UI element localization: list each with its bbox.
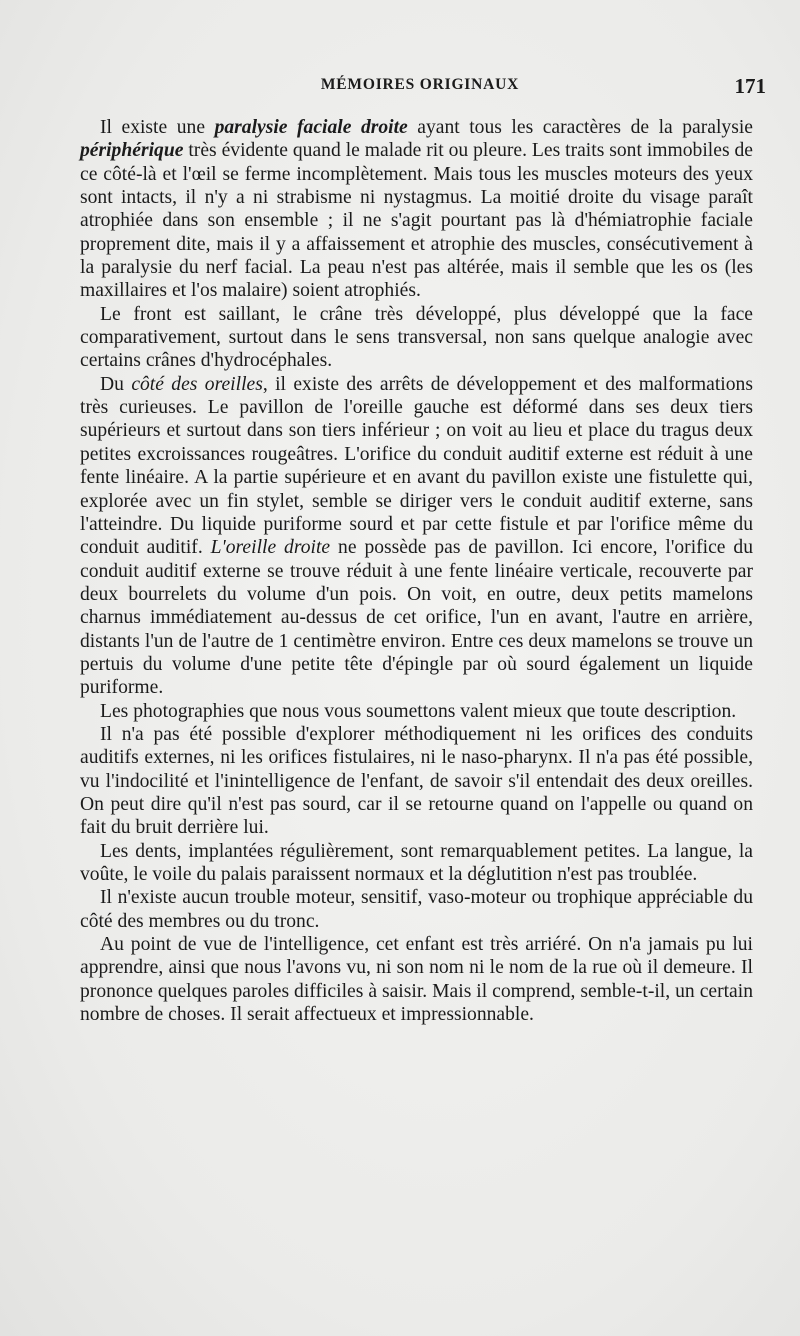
text-run: Le front est saillant, le crâne très développé, plus développé que la face comparativement, surtout dans le sens transversal, non sans quelque analogie avec certains crânes d'hydrocéphales.: [80, 303, 753, 372]
text-run: ayant tous les caractères de la paralysie: [407, 117, 753, 138]
running-head: MÉMOIRES ORIGINAUX: [320, 76, 520, 93]
page-number: 171: [734, 74, 766, 98]
paragraph-skull: [80, 303, 753, 373]
emphasis-term: périphérique: [80, 140, 184, 162]
paragraph-hearing: [80, 723, 753, 840]
text-run: Au point de vue de l'intelligence, cet enfant est très arriéré. On n'a jamais pu lui apprendre, ainsi que nous l'avons vu, ni son nom ni le nom de la rue où il demeure. Il prononce quelques paroles difficiles à saisir. Mais il comprend, semble-t-il, un certain nombre de choses. Il serait affectueux et impressionnable.: [80, 934, 753, 1026]
text-run: Les photographies que nous vous soumettons valent mieux que toute description.: [100, 700, 737, 722]
body-text: [80, 116, 753, 1026]
text-run: , il existe des arrêts de développement et des malformations très curieuses. Le pavillon de l'oreille gauche est déformé dans ses deux tiers supérieurs et surtout dans son tiers inférieur ; on voit au lieu et place du tragus deux petites excroissances rougeâtres. L'orifice du conduit auditif externe est réduit à une fente linéaire. A la partie supérieure et en avant du pavillon existe une fistulette qui, explorée avec un fin stylet, semble se diriger vers le conduit auditif externe, sans l'atteindre. Du liquide puriforme sourd et par cette fistule et par l'orifice même du conduit auditif.: [80, 373, 753, 559]
paragraph-teeth: [80, 840, 753, 887]
page-header: [80, 74, 766, 98]
text-run: Il existe une: [100, 117, 215, 138]
paragraph-intelligence: [80, 933, 753, 1026]
paragraph-motor: [80, 886, 753, 933]
text-run: très évidente quand le malade rit ou pleure. Les traits sont immobiles de ce côté-là et l'œil se ferme incomplètement. Mais tous les muscles moteurs des yeux sont intacts, il n'y a ni strabisme ni nystagmus. La moitié droite du visage paraît atrophiée dans son ensemble ; il ne s'agit pourtant pas là d'hémiatrophie faciale proprement dite, mais il y a affaissement et atrophie des muscles, consécutivement à la paralysie du nerf facial. La peau n'est pas altérée, mais il semble que les os (les maxillaires et l'os malaire) soient atrophiés.: [80, 140, 753, 302]
text-run: Il n'a pas été possible d'explorer méthodiquement ni les orifices des conduits auditifs externes, ni les orifices fistulaires, ni le naso-pharynx. Il n'a pas été possible, vu l'indocilité et l'inintelligence de l'enfant, de savoir s'il entendait des deux oreilles. On peut dire qu'il n'est pas sourd, car il se retourne quand on l'appelle ou quand on fait du bruit derrière lui.: [80, 723, 753, 839]
paragraph-photographs: [80, 700, 753, 723]
paragraph-ears: [80, 373, 753, 700]
text-run: ne possède pas de pavillon. Ici encore, l'orifice du conduit auditif externe se trouve réduit à une fente linéaire verticale, recouverte par deux bourrelets du volume d'un pois. On voit, en outre, deux petits mamelons charnus immédiatement au-dessus de cet orifice, l'un en avant, l'autre en arrière, distants l'un de l'autre de 1 centimètre environ. Entre ces deux mamelons se trouve un pertuis du volume d'une petite tête d'épingle par où sourd également un liquide puriforme.: [80, 537, 754, 699]
emphasis-term: côté des oreilles: [131, 373, 263, 395]
paragraph-facial-paralysis: [80, 116, 753, 303]
text-run: Les dents, implantées régulièrement, sont remarquablement petites. La langue, la voûte, le voile du palais paraissent normaux et la déglutition n'est pas troublée.: [80, 840, 753, 885]
text-run: Il n'existe aucun trouble moteur, sensitif, vaso-moteur ou trophique appréciable du côté des membres ou du tronc.: [80, 887, 753, 932]
emphasis-term: paralysie faciale droite: [214, 117, 408, 138]
text-run: Du: [100, 373, 132, 395]
emphasis-term: L'oreille droite: [210, 537, 331, 559]
